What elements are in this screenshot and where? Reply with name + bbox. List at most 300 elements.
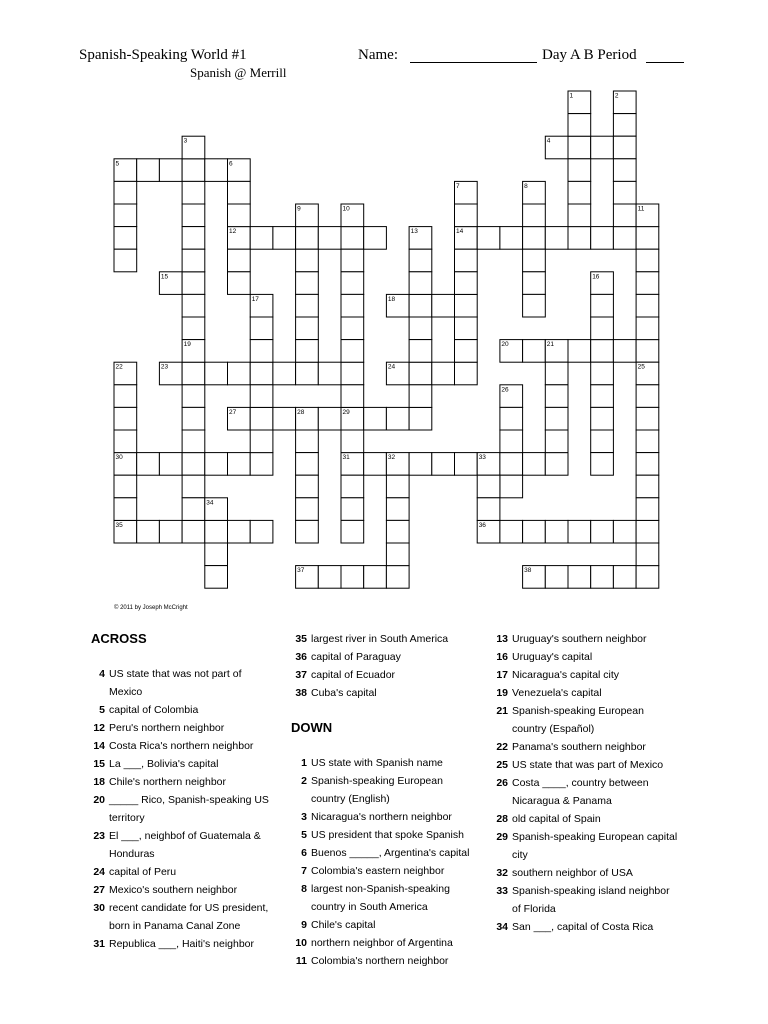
grid-cell[interactable]: [523, 272, 546, 295]
clue-text: Cuba's capital: [311, 687, 377, 699]
grid-cell[interactable]: [273, 227, 296, 250]
clue-number: 32: [496, 867, 508, 879]
grid-cell[interactable]: [386, 543, 409, 566]
clue-number: 37: [295, 669, 307, 681]
grid-number: 20: [501, 341, 509, 349]
down-clue: [488, 864, 678, 882]
grid-cell[interactable]: [545, 566, 568, 589]
grid-cell[interactable]: [613, 227, 636, 250]
grid-cell[interactable]: [568, 566, 591, 589]
clue-number: 31: [93, 938, 105, 950]
clue-number: 16: [496, 651, 508, 663]
grid-cell[interactable]: [114, 475, 137, 498]
clue-number: 10: [295, 937, 307, 949]
grid-cell[interactable]: [250, 453, 273, 476]
grid-cell[interactable]: [500, 475, 523, 498]
grid-cell[interactable]: [523, 520, 546, 543]
clue-number: 11: [295, 955, 307, 967]
grid-cell[interactable]: [636, 543, 659, 566]
grid-cell[interactable]: [568, 340, 591, 363]
clue-text: San ___, capital of Costa Rica: [512, 921, 654, 933]
clue-text: Buenos _____, Argentina's capital: [311, 847, 470, 859]
grid-cell[interactable]: [455, 249, 478, 272]
grid-cell[interactable]: [386, 407, 409, 430]
grid-cell[interactable]: [409, 272, 432, 295]
grid-cell[interactable]: [273, 407, 296, 430]
down-clue: [488, 756, 678, 774]
grid-cell[interactable]: [500, 520, 523, 543]
grid-number: 31: [342, 454, 350, 462]
grid-number: 12: [229, 228, 237, 236]
grid-cell[interactable]: [296, 362, 319, 385]
grid-cell[interactable]: [545, 430, 568, 453]
clue-text: largest non-Spanish-speaking country in South America: [311, 883, 450, 913]
grid-cell[interactable]: [477, 227, 500, 250]
clue-text: largest river in South America: [311, 633, 449, 645]
grid-number: 36: [478, 521, 486, 529]
clue-number: 1: [301, 757, 307, 769]
grid-cell[interactable]: [137, 520, 160, 543]
grid-cell[interactable]: [250, 227, 273, 250]
grid-cell[interactable]: [386, 520, 409, 543]
clue-text: La ___, Bolivia's capital: [109, 758, 219, 770]
down-clue: [287, 754, 477, 772]
grid-cell[interactable]: [523, 227, 546, 250]
clue-text: capital of Ecuador: [311, 669, 396, 681]
clue-number: 35: [295, 633, 307, 645]
grid-cell[interactable]: [523, 204, 546, 227]
grid-number: 5: [115, 160, 120, 168]
grid-cell[interactable]: [182, 272, 205, 295]
grid-cell[interactable]: [137, 453, 160, 476]
grid-cell[interactable]: [500, 227, 523, 250]
grid-cell[interactable]: [296, 520, 319, 543]
grid-cell[interactable]: [182, 385, 205, 408]
clue-number: 9: [301, 919, 307, 931]
down-clue: [287, 934, 477, 952]
grid-cell[interactable]: [591, 340, 614, 363]
grid-cell[interactable]: [364, 227, 387, 250]
grid-cell[interactable]: [182, 520, 205, 543]
grid-cell[interactable]: [364, 566, 387, 589]
down-clue: [287, 952, 477, 970]
grid-cell[interactable]: [296, 227, 319, 250]
across-clue: [85, 719, 275, 737]
clue-number: 5: [301, 829, 307, 841]
grid-cell[interactable]: [273, 362, 296, 385]
clue-text: capital of Paraguay: [311, 651, 401, 663]
grid-cell[interactable]: [455, 294, 478, 317]
grid-cell[interactable]: [341, 430, 364, 453]
clue-number: 13: [496, 633, 508, 645]
grid-cell[interactable]: [455, 272, 478, 295]
grid-cell[interactable]: [455, 453, 478, 476]
grid-cell[interactable]: [114, 249, 137, 272]
grid-number: 19: [183, 341, 191, 349]
grid-cell[interactable]: [182, 453, 205, 476]
grid-cell[interactable]: [296, 294, 319, 317]
grid-cell[interactable]: [341, 227, 364, 250]
grid-cell[interactable]: [318, 227, 341, 250]
grid-cell[interactable]: [455, 362, 478, 385]
grid-cell[interactable]: [613, 566, 636, 589]
copyright-notice: © 2011 by Joseph McCright: [114, 605, 188, 611]
grid-cell[interactable]: [545, 227, 568, 250]
grid-number: 7: [456, 182, 460, 190]
grid-cell[interactable]: [228, 362, 251, 385]
down-clue: [488, 648, 678, 666]
clue-number: 34: [496, 921, 508, 933]
across-clues-column-1: [85, 665, 275, 953]
clue-text: Peru's northern neighbor: [109, 722, 225, 734]
grid-number: 33: [478, 454, 486, 462]
grid-cell[interactable]: [613, 136, 636, 159]
down-clues-column-2: [488, 630, 678, 936]
worksheet-title: Spanish-Speaking World #1: [79, 47, 247, 63]
clue-text: _____ Rico, Spanish-speaking US territory: [109, 794, 269, 824]
down-clue: [488, 630, 678, 648]
grid-number: 26: [501, 386, 509, 394]
grid-cell[interactable]: [250, 340, 273, 363]
grid-number: 34: [206, 499, 214, 507]
clue-number: 29: [496, 831, 508, 843]
grid-number: 11: [637, 205, 645, 213]
across-clue: [85, 791, 275, 827]
grid-cell[interactable]: [636, 430, 659, 453]
clue-text: Spanish-speaking European capital city: [512, 831, 678, 861]
grid-cell[interactable]: [568, 520, 591, 543]
grid-cell[interactable]: [182, 294, 205, 317]
grid-cell[interactable]: [250, 520, 273, 543]
grid-cell[interactable]: [636, 385, 659, 408]
grid-cell[interactable]: [296, 475, 319, 498]
clue-text: Mexico's southern neighbor: [109, 884, 238, 896]
name-label: Name:: [358, 47, 398, 63]
grid-number: 28: [297, 408, 305, 416]
down-clues-column-1: [287, 754, 477, 970]
grid-cell[interactable]: [386, 566, 409, 589]
grid-cell[interactable]: [296, 340, 319, 363]
clue-text: Chile's capital: [311, 919, 376, 931]
across-clue: [85, 881, 275, 899]
grid-cell[interactable]: [182, 317, 205, 340]
grid-cell[interactable]: [341, 498, 364, 521]
grid-cell[interactable]: [409, 453, 432, 476]
grid-cell[interactable]: [613, 181, 636, 204]
grid-number: 35: [115, 521, 123, 529]
grid-cell[interactable]: [477, 475, 500, 498]
grid-cell[interactable]: [409, 362, 432, 385]
grid-cell[interactable]: [568, 159, 591, 182]
grid-cell[interactable]: [296, 249, 319, 272]
grid-cell[interactable]: [364, 407, 387, 430]
grid-cell[interactable]: [182, 430, 205, 453]
grid-cell[interactable]: [523, 340, 546, 363]
clue-number: 4: [99, 668, 105, 680]
clue-text: US state that was not part of Mexico: [109, 668, 242, 698]
grid-cell[interactable]: [228, 453, 251, 476]
grid-cell[interactable]: [591, 294, 614, 317]
grid-cell[interactable]: [591, 227, 614, 250]
grid-cell[interactable]: [455, 317, 478, 340]
clue-text: capital of Peru: [109, 866, 177, 878]
grid-cell[interactable]: [591, 566, 614, 589]
grid-cell[interactable]: [364, 453, 387, 476]
grid-cell[interactable]: [182, 407, 205, 430]
grid-cell[interactable]: [159, 453, 182, 476]
down-clue: [287, 844, 477, 862]
down-clue: [488, 882, 678, 918]
grid-cell[interactable]: [318, 566, 341, 589]
across-clue: [85, 863, 275, 881]
grid-cell[interactable]: [545, 362, 568, 385]
across-clue: [85, 899, 275, 935]
grid-cell[interactable]: [296, 453, 319, 476]
grid-cell[interactable]: [545, 453, 568, 476]
grid-cell[interactable]: [432, 362, 455, 385]
clue-text: Nicaragua's northern neighbor: [311, 811, 452, 823]
grid-cell[interactable]: [636, 566, 659, 589]
grid-cell[interactable]: [477, 498, 500, 521]
grid-cell[interactable]: [228, 520, 251, 543]
grid-cell[interactable]: [591, 385, 614, 408]
grid-cell[interactable]: [205, 566, 228, 589]
grid-cell[interactable]: [636, 498, 659, 521]
grid-cell[interactable]: [591, 317, 614, 340]
grid-number: 15: [160, 273, 169, 281]
grid-number: 24: [387, 363, 396, 371]
grid-cell[interactable]: [341, 340, 364, 363]
grid-cell[interactable]: [591, 407, 614, 430]
grid-cell[interactable]: [432, 453, 455, 476]
down-clue: [488, 918, 678, 936]
grid-cell[interactable]: [341, 362, 364, 385]
grid-cell[interactable]: [568, 181, 591, 204]
down-clue: [287, 916, 477, 934]
grid-cell[interactable]: [114, 407, 137, 430]
grid-cell[interactable]: [137, 159, 160, 182]
grid-cell[interactable]: [296, 272, 319, 295]
grid-cell[interactable]: [114, 204, 137, 227]
grid-cell[interactable]: [114, 498, 137, 521]
grid-cell[interactable]: [159, 520, 182, 543]
down-clue: [287, 862, 477, 880]
grid-cell[interactable]: [205, 453, 228, 476]
grid-number: 27: [229, 408, 237, 416]
grid-cell[interactable]: [182, 498, 205, 521]
across-heading: ACROSS: [91, 631, 147, 646]
grid-cell[interactable]: [182, 159, 205, 182]
grid-cell[interactable]: [591, 362, 614, 385]
grid-cell[interactable]: [409, 340, 432, 363]
clue-number: 3: [301, 811, 307, 823]
grid-cell[interactable]: [636, 272, 659, 295]
grid-cell[interactable]: [296, 430, 319, 453]
grid-cell[interactable]: [409, 294, 432, 317]
grid-cell[interactable]: [636, 453, 659, 476]
grid-cell[interactable]: [114, 227, 137, 250]
grid-cell[interactable]: [341, 249, 364, 272]
grid-cell[interactable]: [341, 294, 364, 317]
grid-cell[interactable]: [591, 520, 614, 543]
grid-cell[interactable]: [613, 520, 636, 543]
grid-cell[interactable]: [341, 385, 364, 408]
grid-cell[interactable]: [409, 385, 432, 408]
grid-cell[interactable]: [500, 430, 523, 453]
grid-cell[interactable]: [341, 475, 364, 498]
clue-text: Colombia's eastern neighbor: [311, 865, 445, 877]
grid-cell[interactable]: [636, 227, 659, 250]
grid-number: 17: [251, 295, 259, 303]
clue-text: Costa ____, country between Nicaragua & Panama: [512, 777, 649, 807]
grid-cell[interactable]: [591, 453, 614, 476]
clue-number: 24: [93, 866, 105, 878]
clue-text: Costa Rica's northern neighbor: [109, 740, 254, 752]
down-clue: [488, 738, 678, 756]
clue-number: 5: [99, 704, 105, 716]
day-period-label: Day A B Period: [542, 47, 637, 63]
grid-cell[interactable]: [386, 475, 409, 498]
grid-cell[interactable]: [228, 272, 251, 295]
across-clue: [287, 630, 477, 648]
across-clue: [85, 755, 275, 773]
grid-cell[interactable]: [568, 136, 591, 159]
grid-cell[interactable]: [591, 430, 614, 453]
grid-cell[interactable]: [205, 362, 228, 385]
down-clue: [488, 666, 678, 684]
grid-cell[interactable]: [250, 317, 273, 340]
clue-number: 8: [301, 883, 307, 895]
across-clues-column-2: [287, 630, 477, 702]
grid-cell[interactable]: [182, 475, 205, 498]
grid-cell[interactable]: [455, 340, 478, 363]
clue-text: US state with Spanish name: [311, 757, 443, 769]
grid-cell[interactable]: [318, 407, 341, 430]
clue-text: old capital of Spain: [512, 813, 601, 825]
clue-text: Spanish-speaking European country (English): [311, 775, 443, 805]
grid-number: 6: [229, 160, 233, 168]
grid-cell[interactable]: [182, 227, 205, 250]
grid-cell[interactable]: [568, 227, 591, 250]
clue-text: Chile's northern neighbor: [109, 776, 226, 788]
grid-cell[interactable]: [228, 181, 251, 204]
grid-cell[interactable]: [341, 317, 364, 340]
grid-cell[interactable]: [432, 294, 455, 317]
grid-cell[interactable]: [114, 385, 137, 408]
across-clue: [85, 737, 275, 755]
grid-cell[interactable]: [250, 407, 273, 430]
grid-cell[interactable]: [545, 520, 568, 543]
grid-cell[interactable]: [250, 362, 273, 385]
grid-cell[interactable]: [636, 294, 659, 317]
grid-number: 9: [297, 205, 301, 213]
grid-cell[interactable]: [591, 136, 614, 159]
grid-cell[interactable]: [341, 520, 364, 543]
grid-number: 14: [456, 228, 464, 236]
grid-cell[interactable]: [341, 272, 364, 295]
grid-number: 16: [592, 273, 600, 281]
grid-cell[interactable]: [636, 407, 659, 430]
grid-cell[interactable]: [296, 317, 319, 340]
grid-cell[interactable]: [636, 249, 659, 272]
across-clue: [287, 666, 477, 684]
grid-number: 37: [297, 567, 305, 575]
grid-cell[interactable]: [636, 475, 659, 498]
clue-number: 28: [496, 813, 508, 825]
clue-number: 21: [496, 705, 508, 717]
grid-cell[interactable]: [523, 294, 546, 317]
grid-cell[interactable]: [114, 430, 137, 453]
grid-cell[interactable]: [500, 407, 523, 430]
grid-number: 21: [546, 341, 555, 349]
grid-cell[interactable]: [613, 340, 636, 363]
grid-cell[interactable]: [613, 204, 636, 227]
grid-cell[interactable]: [409, 249, 432, 272]
clue-number: 22: [496, 741, 508, 753]
grid-cell[interactable]: [250, 385, 273, 408]
clue-text: Spanish-speaking island neighbor of Florida: [512, 885, 670, 915]
grid-number: 1: [569, 92, 574, 100]
grid-number: 23: [160, 363, 169, 371]
grid-cell[interactable]: [636, 317, 659, 340]
grid-cell[interactable]: [409, 407, 432, 430]
grid-cell[interactable]: [613, 114, 636, 137]
clue-text: US state that was part of Mexico: [512, 759, 664, 771]
grid-cell[interactable]: [545, 407, 568, 430]
grid-cell[interactable]: [523, 453, 546, 476]
grid-cell[interactable]: [409, 317, 432, 340]
grid-cell[interactable]: [500, 453, 523, 476]
grid-cell[interactable]: [205, 159, 228, 182]
grid-cell[interactable]: [341, 566, 364, 589]
grid-cell[interactable]: [182, 204, 205, 227]
clue-text: Panama's southern neighbor: [512, 741, 646, 753]
grid-cell[interactable]: [228, 249, 251, 272]
grid-cell[interactable]: [523, 249, 546, 272]
clue-text: Spanish-speaking European country (Español): [512, 705, 644, 735]
grid-cell[interactable]: [636, 520, 659, 543]
grid-number: 22: [115, 363, 123, 371]
down-clue: [488, 702, 678, 738]
down-clue: [287, 880, 477, 916]
grid-cell[interactable]: [545, 385, 568, 408]
clue-number: 7: [301, 865, 307, 877]
grid-cell[interactable]: [568, 114, 591, 137]
grid-cell[interactable]: [250, 430, 273, 453]
grid-cell[interactable]: [205, 520, 228, 543]
grid-cell[interactable]: [455, 204, 478, 227]
down-clue: [488, 684, 678, 702]
grid-cell[interactable]: [182, 181, 205, 204]
grid-cell[interactable]: [613, 159, 636, 182]
grid-cell[interactable]: [182, 362, 205, 385]
clue-number: 14: [93, 740, 105, 752]
clue-text: southern neighbor of USA: [512, 867, 633, 879]
grid-cell[interactable]: [228, 204, 251, 227]
clue-number: 23: [93, 830, 105, 842]
grid-cell[interactable]: [318, 362, 341, 385]
grid-cell[interactable]: [568, 204, 591, 227]
grid-cell[interactable]: [386, 498, 409, 521]
grid-cell[interactable]: [205, 543, 228, 566]
grid-cell[interactable]: [636, 340, 659, 363]
grid-cell[interactable]: [114, 181, 137, 204]
grid-cell[interactable]: [296, 498, 319, 521]
grid-cell[interactable]: [159, 159, 182, 182]
across-clue: [85, 935, 275, 953]
clue-text: Venezuela's capital: [512, 687, 602, 699]
grid-cell[interactable]: [182, 249, 205, 272]
